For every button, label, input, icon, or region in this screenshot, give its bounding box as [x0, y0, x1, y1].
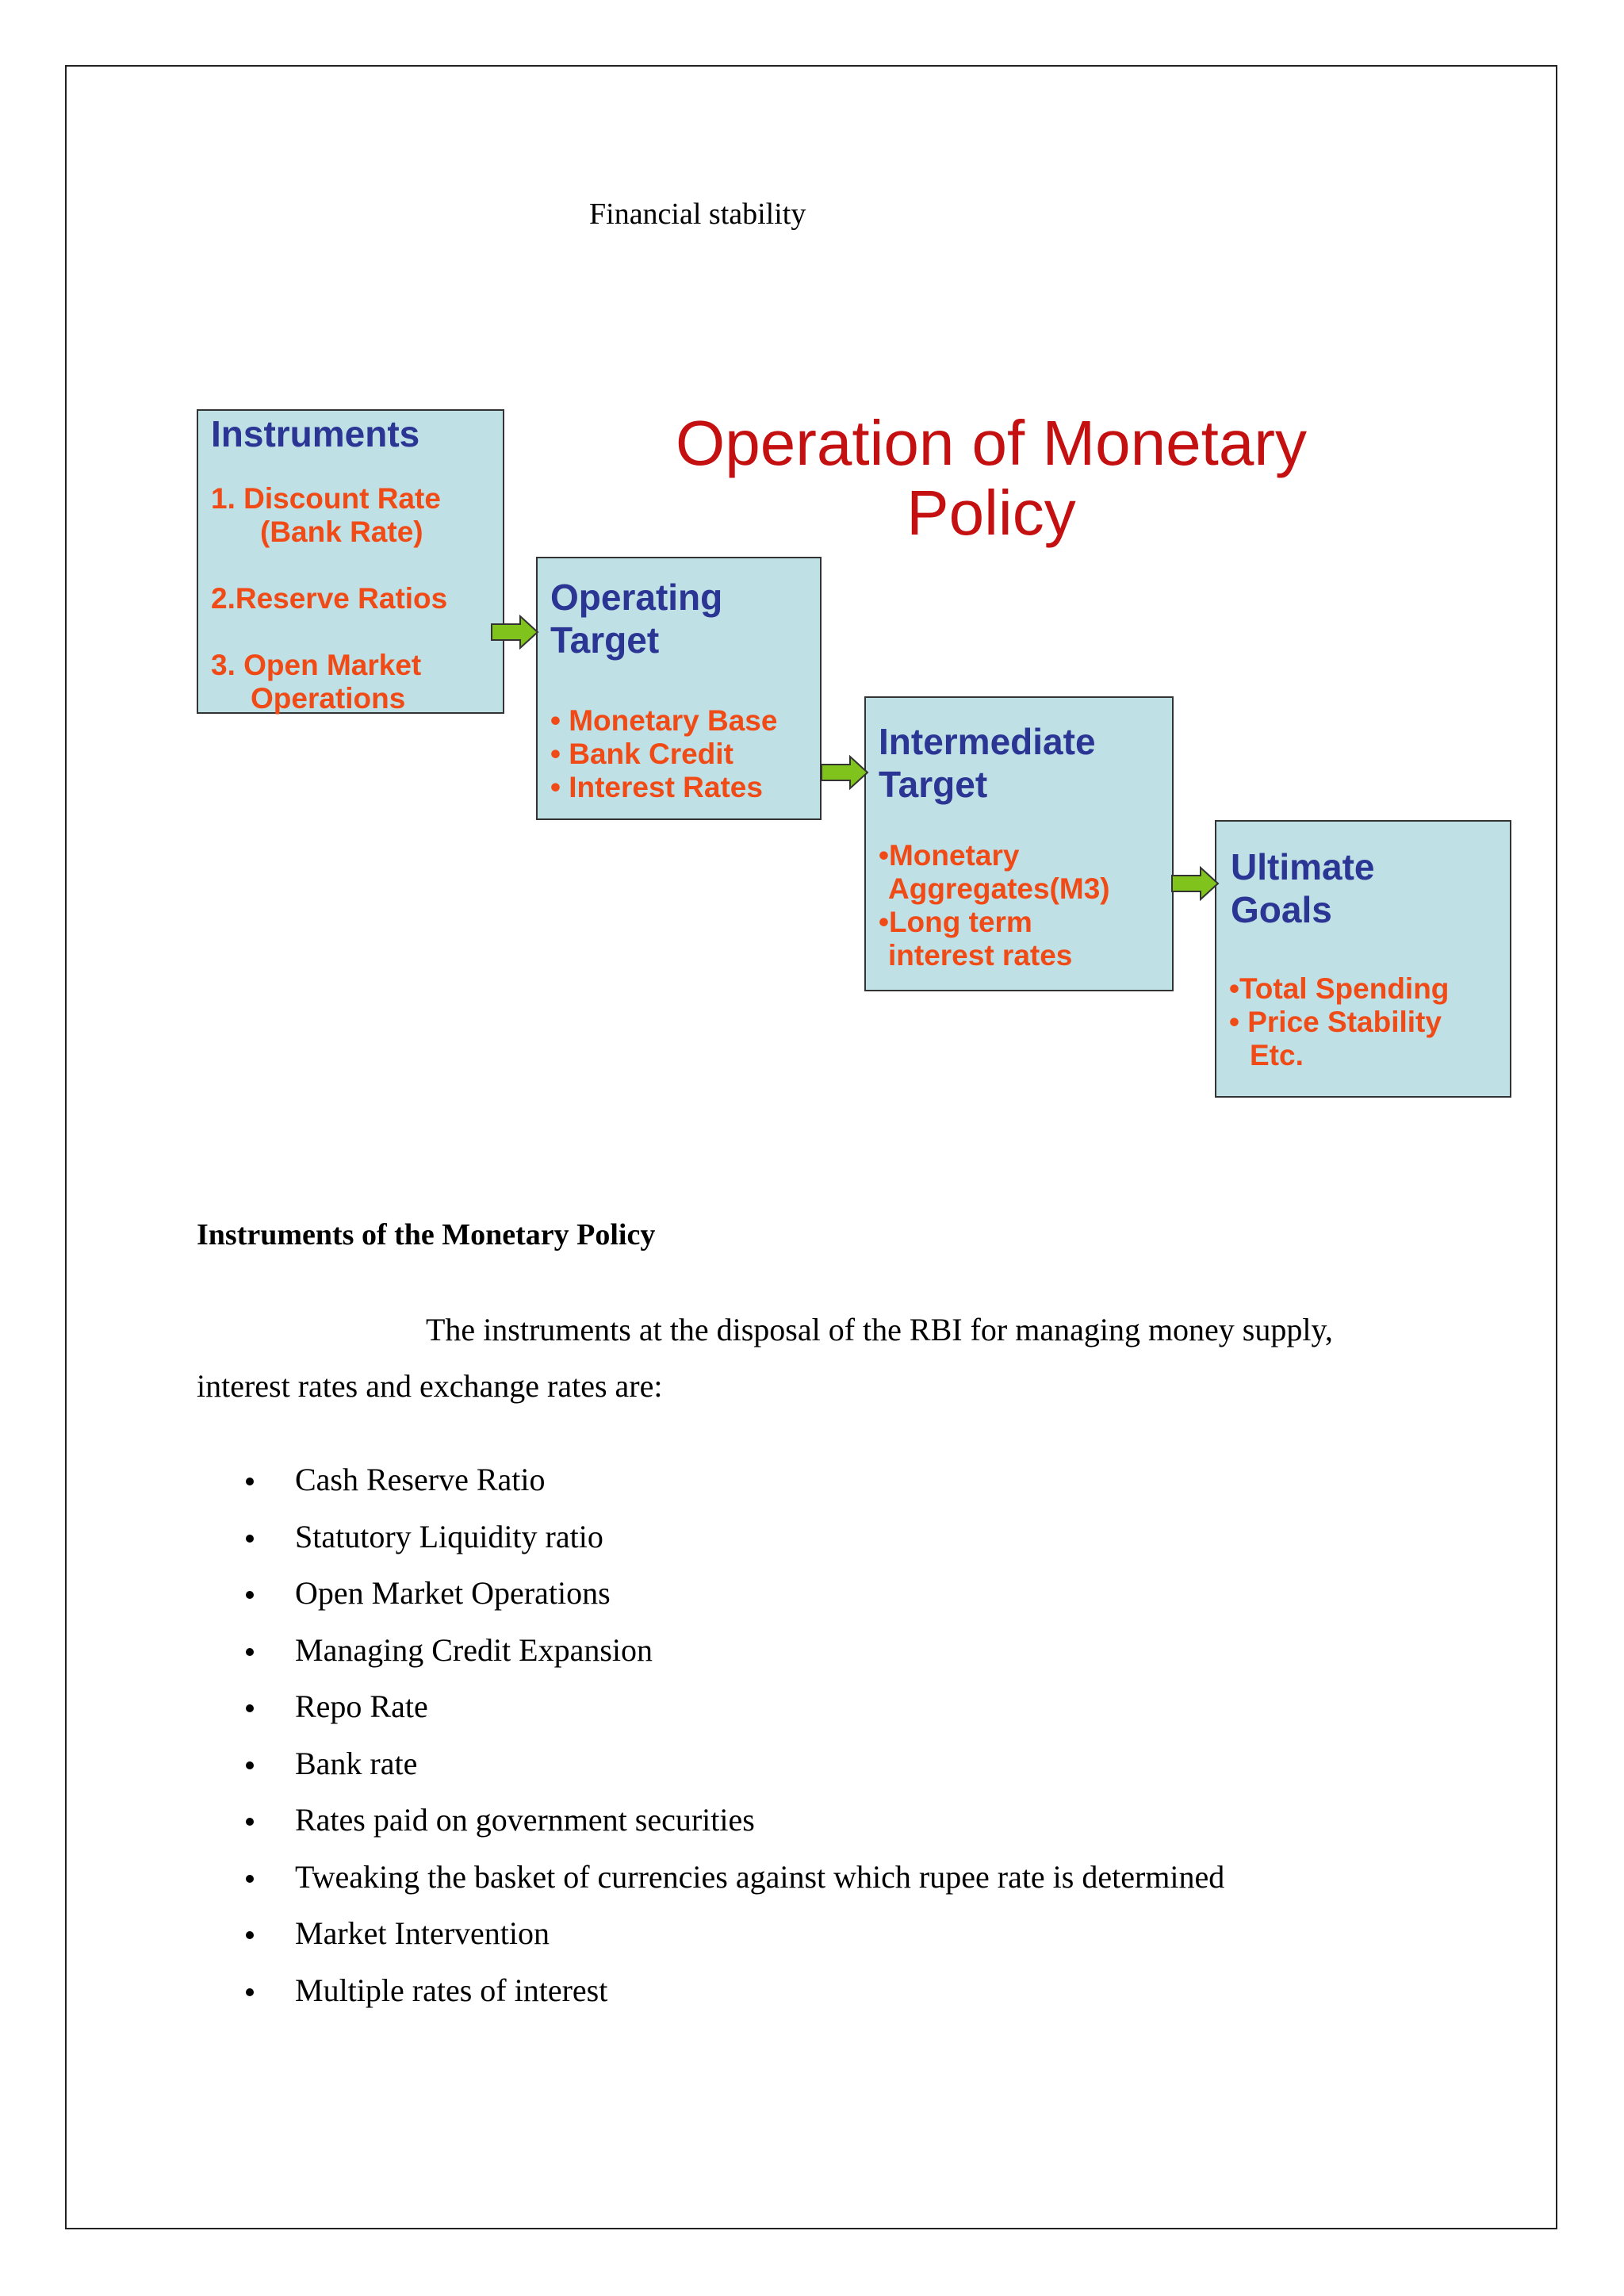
intermediate-target-line-4: interest rates — [888, 939, 1073, 972]
instruments-line-4: 3. Open Market — [211, 649, 422, 681]
ultimate-goals-line-2: • Price Stability — [1229, 1006, 1442, 1038]
intermediate-target-title-line-2: Target — [879, 764, 988, 805]
ultimate-goals-line-3: Etc. — [1250, 1039, 1304, 1071]
intermediate-target-box — [864, 696, 1174, 991]
arrow-right-icon — [490, 615, 539, 650]
bullet-icon — [246, 1761, 254, 1769]
operating-target-box — [536, 557, 822, 820]
bullet-icon — [246, 1818, 254, 1826]
arrow-right-icon — [1170, 866, 1220, 901]
ultimate-goals-title-line-1: Ultimate — [1231, 846, 1375, 887]
bullet-icon — [246, 1648, 254, 1656]
intermediate-target-title-line-1: Intermediate — [879, 721, 1096, 762]
bullet-icon — [246, 1988, 254, 1996]
section-heading: Instruments of the Monetary Policy — [197, 1218, 656, 1251]
operating-target-title-line-2: Target — [550, 619, 660, 661]
list-item-text: Open Market Operations — [295, 1575, 611, 1611]
instruments-line-5: Operations — [251, 682, 406, 715]
bullet-icon — [246, 1591, 254, 1599]
bullet-icon — [246, 1535, 254, 1543]
instruments-box — [197, 409, 504, 714]
operating-target-line-3: • Interest Rates — [550, 771, 763, 803]
list-item-text: Market Intervention — [295, 1915, 550, 1951]
ultimate-goals-title-line-2: Goals — [1231, 889, 1332, 930]
intermediate-target-line-2: Aggregates(M3) — [888, 872, 1110, 905]
bullet-icon — [246, 1875, 254, 1883]
paragraph-line-1: The instruments at the disposal of the RBI for managing money supply, — [426, 1312, 1333, 1347]
list-item-text: Repo Rate — [295, 1688, 428, 1724]
arrow-right-icon — [820, 755, 869, 790]
ultimate-goals-line-1: •Total Spending — [1229, 972, 1450, 1005]
instruments-line-2: (Bank Rate) — [260, 516, 423, 548]
bullet-icon — [246, 1704, 254, 1712]
list-item-text: Cash Reserve Ratio — [295, 1462, 546, 1497]
list-item-text: Multiple rates of interest — [295, 1972, 608, 2008]
operating-target-line-1: • Monetary Base — [550, 704, 778, 737]
bullet-icon — [246, 1478, 254, 1485]
operating-target-line-2: • Bank Credit — [550, 738, 733, 770]
diagram-title-line-2: Policy — [906, 477, 1076, 548]
top-line: Financial stability — [589, 197, 806, 231]
list-item-text: Rates paid on government securities — [295, 1802, 755, 1838]
operating-target-title-line-1: Operating — [550, 577, 723, 618]
ultimate-goals-box — [1215, 820, 1511, 1098]
page-border — [65, 65, 1557, 2229]
list-item-text: Managing Credit Expansion — [295, 1631, 653, 1668]
list-item-text: Tweaking the basket of currencies against which rupee rate is determined — [295, 1858, 1225, 1895]
instruments-title: Instruments — [211, 413, 420, 454]
instruments-line-1: 1. Discount Rate — [211, 482, 441, 515]
bullet-icon — [246, 1931, 254, 1939]
intermediate-target-line-3: •Long term — [879, 906, 1032, 938]
paragraph-line-2: interest rates and exchange rates are: — [197, 1368, 663, 1404]
intermediate-target-line-1: •Monetary — [879, 839, 1020, 872]
list-item-text: Statutory Liquidity ratio — [295, 1518, 603, 1554]
diagram-title-line-1: Operation of Monetary — [676, 408, 1307, 478]
list-item-text: Bank rate — [295, 1745, 418, 1781]
diagram-title — [579, 408, 1404, 548]
instruments-line-3: 2.Reserve Ratios — [211, 582, 448, 615]
